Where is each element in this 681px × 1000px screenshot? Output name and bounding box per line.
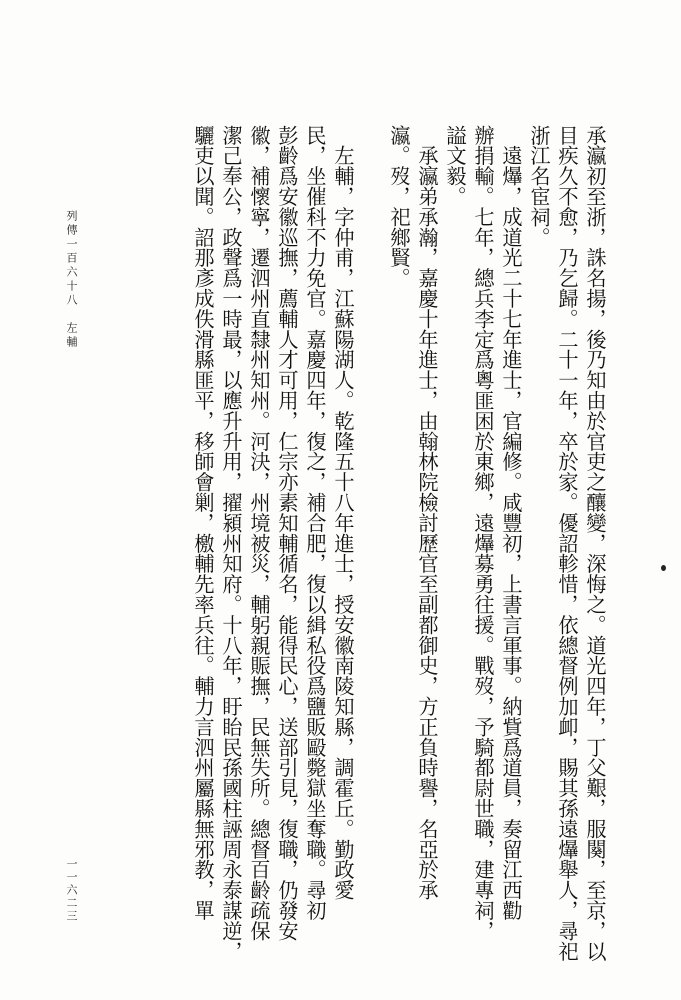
page-number: 一一六二三 [65, 858, 78, 923]
text-column-1: 承瀛初至浙，誅名揚，後乃知由於官吏之釀變，深悔之。道光四年，丁父艱，服闋，至京，以 [583, 125, 607, 962]
text-column-9-blank [357, 125, 385, 961]
text-column-12: 彭齡爲安徽巡撫，薦輔人才可用，仁宗亦素知輔循名，能得民心，送部引見，復職，仍發安 [275, 125, 299, 941]
running-header-title: 列傳一百六十八 左輔 [65, 210, 78, 350]
text-column-11: 民，坐催科不力免官。嘉慶四年，復之，補合肥，復以緝私役爲鹽販毆斃獄坐奪職。尋初 [303, 125, 327, 921]
text-column-8: 瀛。歿，祀鄉賢。 [387, 125, 411, 289]
text-column-3: 浙江名宦祠。 [527, 125, 551, 248]
text-column-7: 承瀛弟承瀚，嘉慶十年進士，由翰林院檢討歷官至副都御史，方正負時譽，名亞於承 [415, 125, 439, 901]
text-column-13: 徽，補懷寧，遷泗州直隸州知州。河決，州境被災，輔躬親賑撫，民無失所。總督百齡疏保 [247, 125, 271, 941]
text-column-14: 潔己奉公，政聲爲一時最，以應升升用，擢潁州知府。十八年，盱眙民孫國柱誣周永泰謀逆， [219, 125, 243, 962]
main-text-block [189, 125, 609, 961]
text-column-5: 辦捐輸。七年，總兵李定爲粵匪困於東鄉，遠爗募勇往援。戰歿，予騎都尉世職，建專祠， [471, 125, 495, 941]
text-column-10: 左輔，字仲甫，江蘇陽湖人。乾隆五十八年進士，授安徽南陵知縣，調霍丘。勤政愛 [331, 125, 355, 901]
text-column-6: 謚文毅。 [443, 125, 467, 207]
ink-speck [661, 565, 666, 571]
text-column-15: 驪吏以聞。詔那彥成佚滑縣匪平，移師會剿，檄輔先率兵往。輔力言泗州屬縣無邪教，單 [191, 125, 215, 921]
text-column-4: 遠爗，成道光二十七年進士，官編修。咸豐初，上書言軍事。納貲爲道員，奏留江西勸 [499, 125, 523, 921]
text-column-2: 目疾久不愈，乃乞歸。二十一年，卒於家。優詔軫惜，依總督例加卹，賜其孫遠爗舉人，尋祀 [555, 125, 579, 962]
